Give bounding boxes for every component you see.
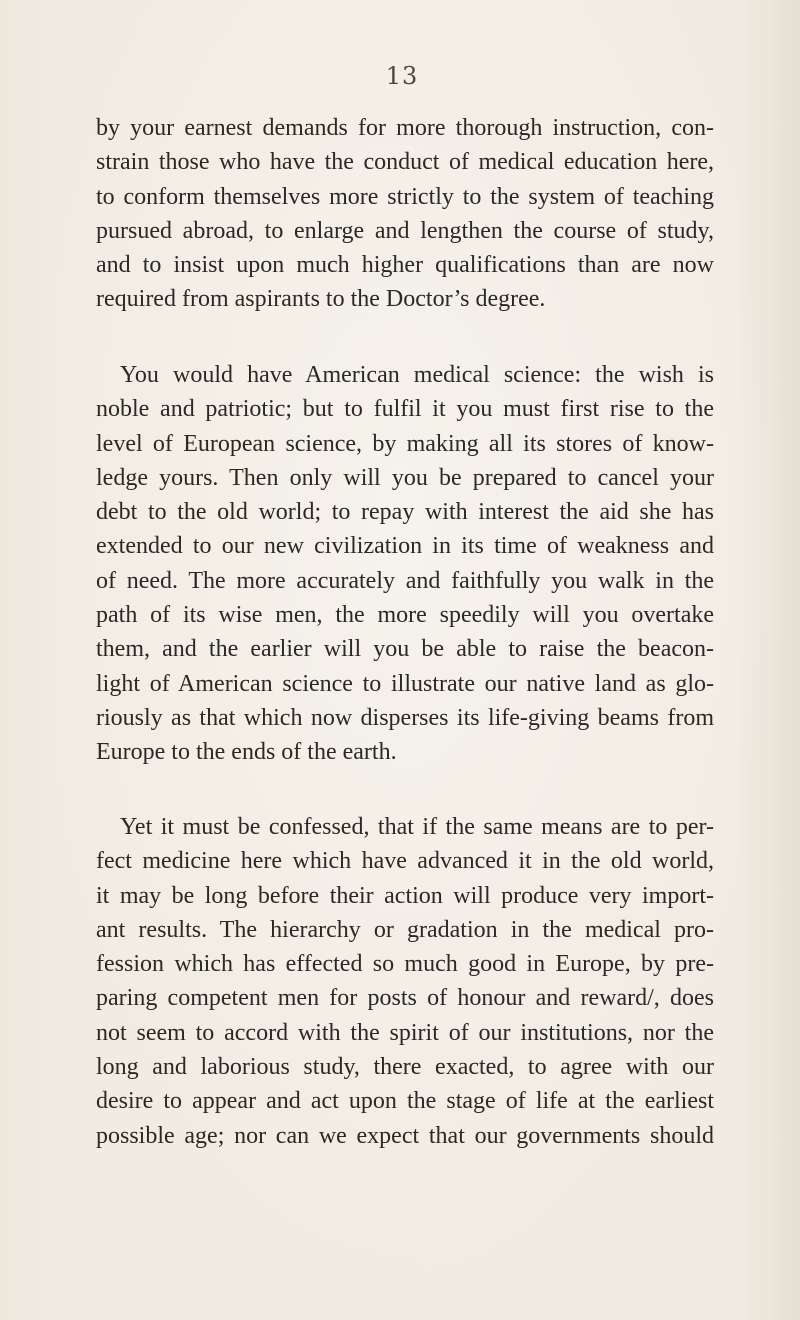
text-line: them, and the earlier will you be able to raise the beacon-: [96, 636, 714, 663]
text-line: noble and patriotic; but to fulfil it you must first rise to the: [96, 396, 714, 423]
text-line: ledge yours. Then only will you be prepared to cancel your: [96, 464, 714, 491]
text-line: You would have American medical science: the wish is: [120, 362, 714, 388]
text-line: extended to our new civilization in its time of weakness and: [96, 533, 714, 560]
paragraph-2: [96, 358, 714, 770]
text-line: path of its wise men, the more speedily will you overtake: [96, 602, 714, 629]
text-line: light of American science to illustrate our native land as glo-: [96, 670, 714, 697]
text-line: it may be long before their action will produce very import-: [96, 882, 714, 909]
text-line: required from aspirants to the Doctor’s degree.: [96, 286, 546, 313]
page-number: 13: [385, 62, 419, 90]
text-line: ant results. The hierarchy or gradation in the medical pro-: [96, 916, 714, 943]
text-line: strain those who have the conduct of medical education here,: [96, 149, 714, 176]
text-line: and to insist upon much higher qualifications than are now: [96, 252, 714, 279]
text-line: long and laborious study, there exacted, to agree with our: [96, 1054, 714, 1081]
paragraph-3: [96, 810, 714, 1153]
text-line: desire to appear and act upon the stage of life at the earliest: [96, 1088, 714, 1115]
text-line: of need. The more accurately and faithfully you walk in the: [96, 567, 714, 594]
text-line: to conform themselves more strictly to the system of teaching: [96, 183, 714, 210]
text-line: paring competent men for posts of honour and reward/, does: [96, 985, 714, 1012]
text-line: fession which has effected so much good in Europe, by pre-: [96, 951, 714, 978]
text-line: riously as that which now disperses its life-giving beams from: [96, 704, 714, 731]
text-line: level of European science, by making all its stores of know-: [96, 430, 714, 457]
text-line: possible age; nor can we expect that our governments should: [96, 1122, 714, 1149]
paragraph-1: [96, 111, 714, 317]
text-line: pursued abroad, to enlarge and lengthen the course of study,: [96, 217, 714, 244]
text-line: by your earnest demands for more thorough instruction, con-: [96, 115, 714, 141]
text-line: Europe to the ends of the earth.: [96, 739, 397, 766]
text-line: fect medicine here which have advanced it in the old world,: [96, 848, 714, 875]
text-line: not seem to accord with the spirit of our institutions, nor the: [96, 1019, 714, 1046]
text-line: Yet it must be confessed, that if the same means are to per-: [120, 814, 714, 840]
text-line: debt to the old world; to repay with interest the aid she has: [96, 499, 714, 526]
